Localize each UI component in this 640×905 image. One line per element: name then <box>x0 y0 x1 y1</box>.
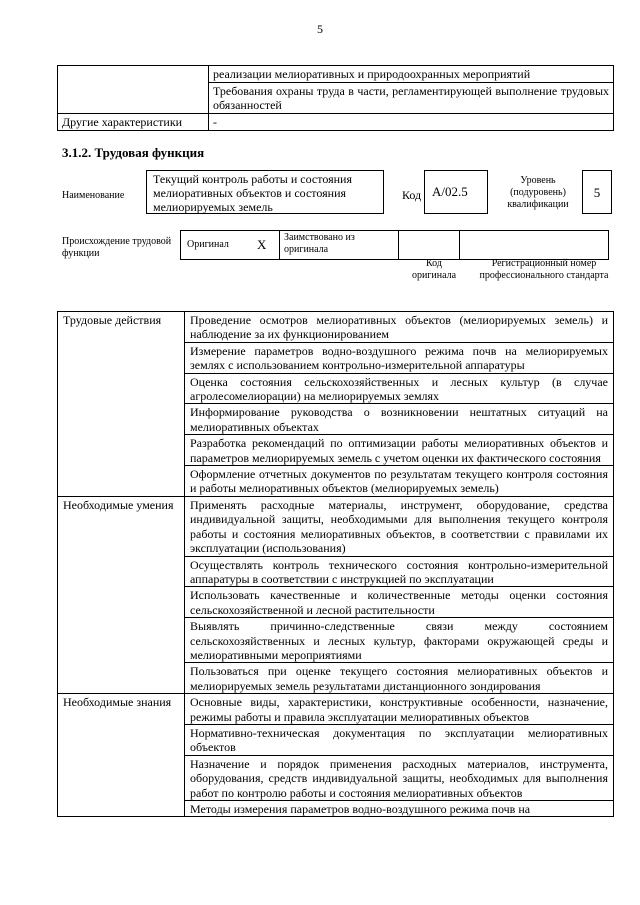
page-number: 5 <box>317 22 323 36</box>
table-cell: Нормативно-техническая документация по эксплуатации мелиоративных объектов <box>185 724 614 755</box>
table-cell: Выявлять причинно-следственные связи между состоянием сельскохозяйственных и лесных культур, факторами окружающей среды и мелиоративными мероприятиями <box>185 618 614 663</box>
table-cell-empty <box>58 66 209 114</box>
code-caption: Код оригинала <box>411 258 457 281</box>
function-name: Текущий контроль работы и состояния мелиоративных объектов и состояния мелиорируемых земель <box>146 170 384 214</box>
table-row <box>58 114 614 131</box>
table-cell: Разработка рекомендаций по оптимизации работы мелиоративных объектов и параметров мелиорируемых земель с учетом оценки их фактического состояния <box>185 435 614 466</box>
group-label: Трудовые действия <box>58 312 185 497</box>
table-cell: Назначение и порядок применения расходных материалов, инструмента, оборудования, средств индивидуальной защиты, необходимых для выполнения работ по контролю работы и состояния мелиоративных объектов <box>185 755 614 800</box>
main-table <box>57 311 614 817</box>
table-cell: Оценка состояния сельскохозяйственных и лесных культур (в случае агролесомелиорации) на мелиорируемых землях <box>185 373 614 404</box>
table-cell: Требования охраны труда в части, регламентирующей выполнение трудовых обязанностей <box>209 83 614 114</box>
code-label: Код <box>402 188 422 202</box>
top-table <box>57 65 614 131</box>
table-row <box>58 312 614 343</box>
table-cell: Основные виды, характеристики, конструктивные особенности, назначение, режимы работы и правила эксплуатации мелиоративных объектов <box>185 694 614 725</box>
origin-reg-cell <box>460 231 609 260</box>
table-row <box>58 66 614 83</box>
table-cell: Оформление отчетных документов по результатам текущего контроля состояния и работы мелиоративных объектов (мелиорируемых земель) <box>185 466 614 497</box>
table-cell: реализации мелиоративных и природоохранных мероприятий <box>209 66 614 83</box>
table-cell: Пользоваться при оценке текущего состояния мелиоративных объектов и мелиорируемых земель результатами дистанционного зондирования <box>185 663 614 694</box>
table-row <box>58 694 614 725</box>
original-label: Оригинал <box>181 231 254 260</box>
origin-label: Происхождение трудовой функции <box>62 236 172 259</box>
table-cell: Осуществлять контроль технического состояния контрольно-измерительной аппаратуры в соответствии с инструкцией по эксплуатации <box>185 556 614 587</box>
reg-caption: Регистрационный номер профессионального стандарта <box>479 258 609 281</box>
table-row <box>58 496 614 556</box>
table-cell: Использовать качественные и количественные методы оценки состояния сельскохозяйственной и лесной растительности <box>185 587 614 618</box>
origin-table <box>180 230 609 260</box>
original-mark: X <box>253 231 280 260</box>
table-cell: Измерение параметров водно-воздушного режима почв на мелиорируемых землях с использованием контрольно-измерительной аппаратуры <box>185 342 614 373</box>
code-value: А/02.5 <box>424 170 488 214</box>
level-value: 5 <box>582 170 612 214</box>
table-cell: - <box>209 114 614 131</box>
table-cell: Применять расходные материалы, инструмент, оборудование, средства индивидуальной защиты, необходимыми для выполнения текущего контроля работы и состояния мелиоративных объектов, в соответствии с правилами их эксплуатации (использования) <box>185 496 614 556</box>
row-label: Другие характеристики <box>58 114 209 131</box>
table-cell: Методы измерения параметров водно-воздушного режима почв на <box>185 801 614 817</box>
table-cell: Информирование руководства о возникновении нештатных ситуаций на мелиоративных объектах <box>185 404 614 435</box>
table-cell: Проведение осмотров мелиоративных объектов (мелиорируемых земель) и наблюдение за их функционированием <box>185 312 614 343</box>
group-label: Необходимые умения <box>58 496 185 693</box>
group-label: Необходимые знания <box>58 694 185 817</box>
origin-code-cell <box>399 231 460 260</box>
name-label: Наименование <box>62 190 125 201</box>
borrowed-label: Заимствовано из оригинала <box>280 231 399 260</box>
level-label: Уровень (подуровень) квалификации <box>507 175 569 210</box>
section-title: 3.1.2. Трудовая функция <box>62 145 205 160</box>
